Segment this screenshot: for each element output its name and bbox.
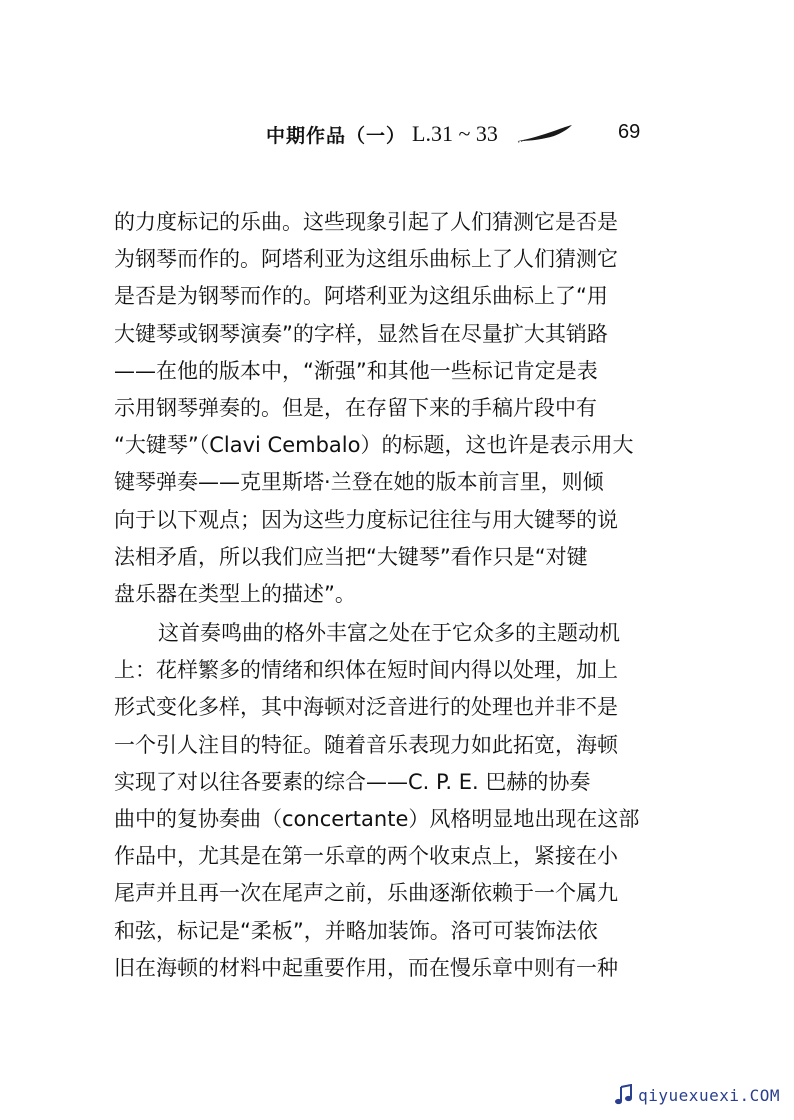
body-text <box>114 204 674 987</box>
text-line: 一个引人注目的特征。随着音乐表现力如此拓宽，海顿 <box>114 732 618 757</box>
site-watermark <box>613 1084 780 1106</box>
text-line: ——在他的版本中，“渐强”和其他一些标记肯定是表 <box>114 358 598 383</box>
text-line: 旧在海顿的材料中起重要作用，而在慢乐章中则有一种 <box>114 955 618 980</box>
chapter-title: 中期作品（一） <box>266 124 407 147</box>
text-line: 尾声并且再一次在尾声之前，乐曲逐渐依赖于一个属九 <box>114 881 618 906</box>
text-line: 实现了对以往各要素的综合——C. P. E. 巴赫的协奏 <box>114 769 591 794</box>
text-line: 上：花样繁多的情绪和织体在短时间内得以处理，加上 <box>114 658 618 683</box>
text-line: 为钢琴而作的。阿塔利亚为这组乐曲标上了人们猜测它 <box>114 247 618 272</box>
text-line: 这首奏鸣曲的格外丰富之处在于它众多的主题动机 <box>158 621 620 646</box>
text-line: 和弦，标记是“柔板”，并略加装饰。洛可可装饰法依 <box>114 918 598 943</box>
running-header <box>266 117 574 151</box>
text-line: 作品中，尤其是在第一乐章的两个收束点上，紧接在小 <box>114 844 618 869</box>
watermark-text: qiyuexuexi.COM <box>638 1085 780 1105</box>
text-line: 向于以下观点；因为这些力度标记往往与用大键琴的说 <box>114 507 618 532</box>
catalog-reference: L.31 ~ 33 <box>412 121 498 146</box>
text-line: 的力度标记的乐曲。这些现象引起了人们猜测它是否是 <box>114 210 618 234</box>
text-line: 曲中的复协奏曲（concertante）风格明显地出现在这部 <box>114 807 640 831</box>
text-line: 法相矛盾，所以我们应当把“大键琴”看作只是“对键 <box>114 544 588 569</box>
page-number: 69 <box>618 121 641 143</box>
text-line: “大键琴”（Clavi Cembalo）的标题，这也许是表示用大 <box>114 433 634 458</box>
music-note-icon <box>613 1084 635 1106</box>
text-line: 是否是为钢琴而作的。阿塔利亚为这组乐曲标上了“用 <box>114 284 608 309</box>
text-line: 大键琴或钢琴演奏”的字样，显然旨在尽量扩大其销路 <box>114 321 608 346</box>
text-line: 形式变化多样，其中海顿对泛音进行的处理也并非不是 <box>114 695 618 720</box>
text-line: 示用钢琴弹奏的。但是，在存留下来的手稿片段中有 <box>114 395 597 420</box>
feather-quill-icon <box>516 124 574 144</box>
text-line: 键琴弹奏——克里斯塔·兰登在她的版本前言里，则倾 <box>114 470 604 495</box>
text-line: 盘乐器在类型上的描述”。 <box>114 581 356 606</box>
